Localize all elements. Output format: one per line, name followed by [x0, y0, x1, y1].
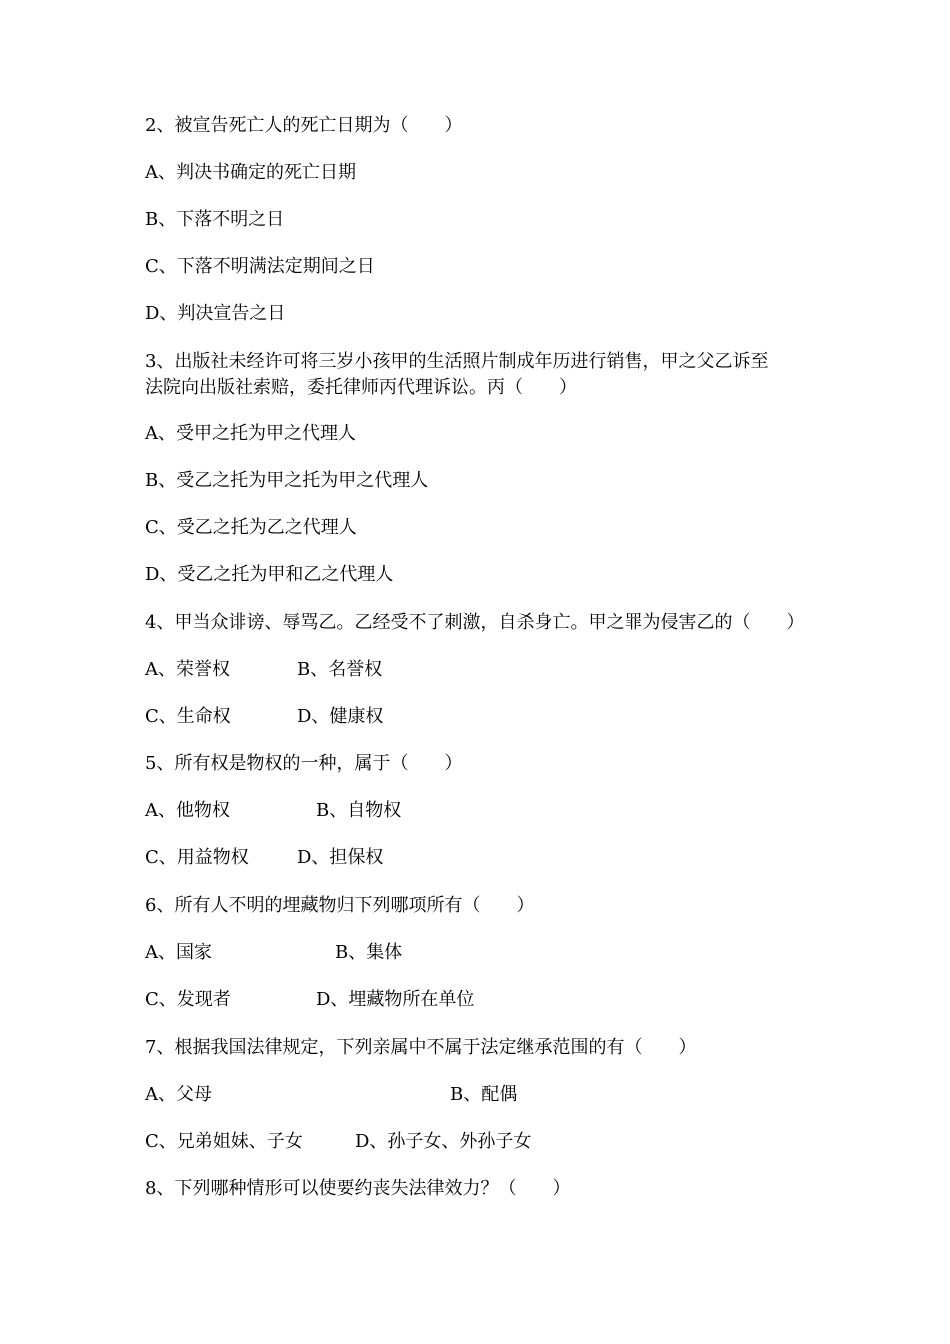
question-2-option-b: B、下落不明之日	[145, 209, 285, 230]
question-7-option-c: C、兄弟姐妹、子女	[145, 1131, 303, 1152]
question-3-option-d: D、受乙之托为甲和乙之代理人	[145, 564, 394, 585]
question-5-option-a: A、他物权	[145, 800, 230, 821]
question-6-option-c: C、发现者	[145, 989, 231, 1010]
question-4-stem: 4、甲当众诽谤、辱骂乙。乙经受不了刺激，自杀身亡。甲之罪为侵害乙的（ ）	[145, 612, 805, 633]
question-6-stem: 6、所有人不明的埋藏物归下列哪项所有（ ）	[145, 895, 535, 916]
question-2-stem: 2、被宣告死亡人的死亡日期为（ ）	[145, 115, 463, 136]
question-7-option-b: B、配偶	[450, 1084, 518, 1105]
question-5-option-d: D、担保权	[297, 847, 384, 868]
question-3-stem-line-2: 法院向出版社索赔，委托律师丙代理诉讼。丙（ ）	[145, 377, 577, 398]
question-5-option-b: B、自物权	[316, 800, 402, 821]
question-2-option-a: A、判决书确定的死亡日期	[145, 162, 356, 183]
question-4-option-c: C、生命权	[145, 706, 231, 727]
question-7-option-a: A、父母	[145, 1084, 212, 1105]
question-4-option-d: D、健康权	[297, 706, 384, 727]
question-6-option-b: B、集体	[335, 942, 403, 963]
question-7-option-d: D、孙子女、外孙子女	[355, 1131, 532, 1152]
question-5-option-c: C、用益物权	[145, 847, 249, 868]
question-3-option-c: C、受乙之托为乙之代理人	[145, 517, 357, 538]
question-2-option-c: C、下落不明满法定期间之日	[145, 256, 375, 277]
question-5-stem: 5、所有权是物权的一种，属于（ ）	[145, 753, 463, 774]
question-2-option-d: D、判决宣告之日	[145, 303, 286, 324]
question-6-option-d: D、埋藏物所在单位	[316, 989, 475, 1010]
question-4-option-a: A、荣誉权	[145, 659, 230, 680]
question-8-stem: 8、下列哪种情形可以使要约丧失法律效力？（ ）	[145, 1178, 571, 1199]
question-6-option-a: A、国家	[145, 942, 212, 963]
question-3-option-b: B、受乙之托为甲之托为甲之代理人	[145, 470, 429, 491]
question-7-stem: 7、根据我国法律规定，下列亲属中不属于法定继承范围的有（ ）	[145, 1037, 697, 1058]
question-4-option-b: B、名誉权	[297, 659, 383, 680]
question-3-option-a: A、受甲之托为甲之代理人	[145, 423, 356, 444]
question-3-stem-line-1: 3、出版社未经许可将三岁小孩甲的生活照片制成年历进行销售，甲之父乙诉至	[145, 351, 769, 372]
